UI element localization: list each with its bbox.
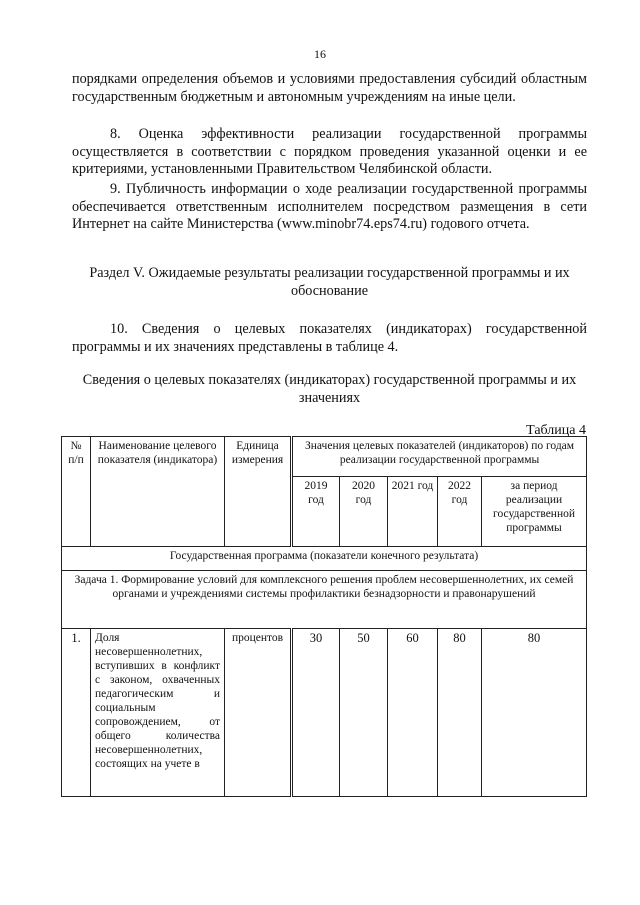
header-name: Наименование целевого показателя (индикатора) <box>91 437 225 547</box>
paragraph-8: 8. Оценка эффективности реализации государственной программы осуществляется в соответствии с порядком проведения указанной оценки и ее критериями, установленными Правительством Челябинской области. <box>72 126 587 177</box>
header-year-2021: 2021 год <box>388 477 438 547</box>
header-year-2020: 2020 год <box>340 477 388 547</box>
header-year-2019: 2019 год <box>292 477 340 547</box>
paragraph-continuation: порядками определения объемов и условиями предоставления субсидий областным государственным бюджетным и автономным учреждениям на иные цели. <box>72 71 587 105</box>
program-row: Государственная программа (показатели конечного результата) <box>62 547 587 571</box>
paragraph-9: 9. Публичность информации о ходе реализации государственной программы обеспечивается ответственным исполнителем посредством размещения в сети Интернет на сайте Министерства (www.minobr74.eps74.ru) годового отчета. <box>72 181 587 232</box>
table-title: Сведения о целевых показателях (индикаторах) государственной программы и их значениях <box>82 372 577 406</box>
paragraph-10: 10. Сведения о целевых показателях (индикаторах) государственной программы и их значениях представлены в таблице 4. <box>72 321 587 355</box>
task-row: Задача 1. Формирование условий для комплексного решения проблем несовершеннолетних, их семей органами и учреждениями системы профилактики безнадзорности и правонарушений <box>62 571 587 629</box>
section-heading: Раздел V. Ожидаемые результаты реализации государственной программы и их обоснование <box>89 265 570 299</box>
header-total-period: за период реализации государственной программы <box>482 477 587 547</box>
table-label: Таблица 4 <box>526 423 586 438</box>
header-unit: Единица измерения <box>225 437 292 547</box>
row-value-2020: 50 <box>340 629 388 797</box>
row-value-2019: 30 <box>292 629 340 797</box>
row-value-2022: 80 <box>438 629 482 797</box>
header-year-2022: 2022 год <box>438 477 482 547</box>
header-values-group: Значения целевых показателей (индикаторов) по годам реализации государственной программы <box>292 437 587 477</box>
page-number: 16 <box>314 47 326 61</box>
row-unit: процентов <box>225 629 292 797</box>
row-value-2021: 60 <box>388 629 438 797</box>
row-num: 1. <box>62 629 91 797</box>
indicators-table <box>61 436 587 797</box>
row-indicator-name: Доля несовершеннолетних, вступивших в конфликт с законом, охваченных педагогическим и социальным сопровождением, от общего количества несовершеннолетних, состоящих на учете в <box>91 629 225 797</box>
row-value-total: 80 <box>482 629 587 797</box>
header-num: № п/п <box>62 437 91 547</box>
